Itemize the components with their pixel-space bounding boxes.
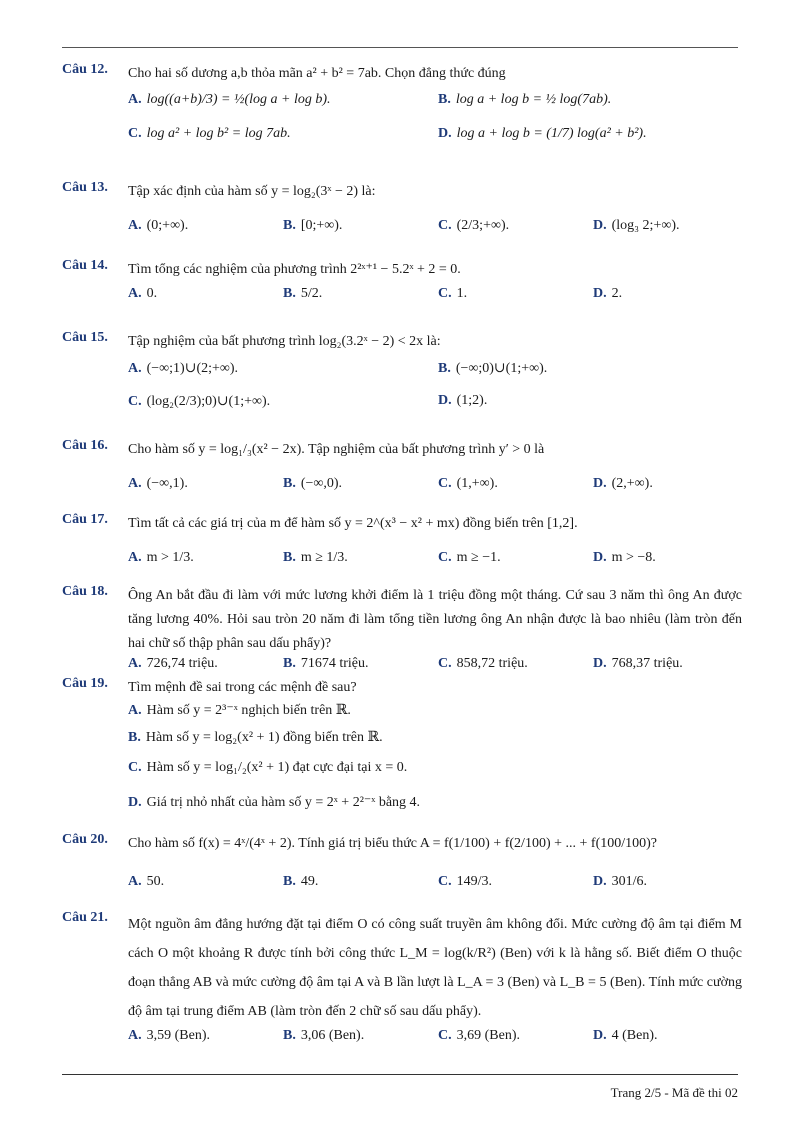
option-d[interactable]: D. 4 (Ben). <box>593 1028 658 1043</box>
question-number: Câu 13. <box>62 180 108 195</box>
option-b[interactable]: B. m ≥ 1/3. <box>283 550 348 565</box>
option-b[interactable]: B. log a + log b = ½ log(7ab). <box>438 92 612 107</box>
option-a[interactable]: A. log((a+b)/3) = ½(log a + log b). <box>128 92 331 107</box>
option-a[interactable]: A. 726,74 triệu. <box>128 656 218 671</box>
question-number: Câu 17. <box>62 512 108 527</box>
option-d[interactable]: D. 768,37 triệu. <box>593 656 683 671</box>
option-c[interactable]: C. 3,69 (Ben). <box>438 1028 521 1043</box>
question-14 <box>62 258 742 302</box>
option-c[interactable]: C. (1,+∞). <box>438 476 498 491</box>
question-text: Cho hàm số y = log₁/₃(x² − 2x). Tập nghiệm của bất phương trình y′ > 0 là <box>128 442 545 457</box>
option-a[interactable]: A. (−∞,1). <box>128 476 188 491</box>
option-a[interactable]: A. 0. <box>128 286 158 301</box>
option-d[interactable]: D. m > −8. <box>593 550 656 565</box>
question-text: Tìm tất cả các giá trị của m để hàm số y = 2^(x³ − x² + mx) đồng biến trên [1,2]. <box>128 516 578 531</box>
question-text: Tập xác định của hàm số y = log₂(3ˣ − 2) là: <box>128 184 376 199</box>
option-b[interactable]: B. (−∞;0)∪(1;+∞). <box>438 361 548 376</box>
question-17 <box>62 512 742 566</box>
question-text: Cho hai số dương a,b thỏa mãn a² + b² = 7ab. Chọn đẳng thức đúng <box>128 66 506 81</box>
question-text: Ông An bắt đầu đi làm với mức lương khởi điểm là 1 triệu đồng một tháng. Cứ sau 3 năm thì ông An được tăng lương 40%. Hỏi sau tròn 20 năm đi làm tổng tiền lương ông An nhận được là bao nhiêu (làm tròn đến hai chữ số thập phân sau dấu phẩy)? <box>128 588 742 651</box>
footer-rule <box>62 1074 738 1075</box>
option-b[interactable]: B. 5/2. <box>283 286 323 301</box>
option-b[interactable]: B. Hàm số y = log₂(x² + 1) đồng biến trên ℝ. <box>128 730 383 745</box>
question-12 <box>62 62 742 142</box>
question-number: Câu 14. <box>62 258 108 273</box>
question-number: Câu 19. <box>62 676 108 691</box>
option-b[interactable]: B. (−∞,0). <box>283 476 343 491</box>
question-text: Tập nghiệm của bất phương trình log₂(3.2ˣ − 2) < 2x là: <box>128 334 441 349</box>
page-footer: Trang 2/5 - Mã đề thi 02 <box>610 1085 738 1100</box>
option-c[interactable]: C. (2/3;+∞). <box>438 218 510 233</box>
question-number: Câu 16. <box>62 438 108 453</box>
question-number: Câu 21. <box>62 910 108 925</box>
option-a[interactable]: A. (0;+∞). <box>128 218 189 233</box>
option-d[interactable]: D. 301/6. <box>593 874 648 889</box>
option-b[interactable]: B. 71674 triệu. <box>283 656 369 671</box>
option-c[interactable]: C. 858,72 triệu. <box>438 656 528 671</box>
question-21 <box>62 910 742 1044</box>
option-c[interactable]: C. 1. <box>438 286 468 301</box>
option-b[interactable]: B. [0;+∞). <box>283 218 343 233</box>
option-b[interactable]: B. 3,06 (Ben). <box>283 1028 365 1043</box>
option-c[interactable]: C. 149/3. <box>438 874 493 889</box>
option-d[interactable]: D. log a + log b = (1/7) log(a² + b²). <box>438 126 647 141</box>
option-a[interactable]: A. (−∞;1)∪(2;+∞). <box>128 361 239 376</box>
option-d[interactable]: D. Giá trị nhỏ nhất của hàm số y = 2ˣ + 2²⁻ˣ bằng 4. <box>128 795 421 810</box>
question-18 <box>62 584 742 672</box>
option-c[interactable]: C. (log₂(2/3);0)∪(1;+∞). <box>128 394 271 409</box>
option-d[interactable]: D. (1;2). <box>438 393 488 408</box>
header-rule <box>62 47 738 48</box>
option-d[interactable]: D. 2. <box>593 286 623 301</box>
question-text: Cho hàm số f(x) = 4ˣ/(4ˣ + 2). Tính giá trị biểu thức A = f(1/100) + f(2/100) + ... + f(100/100)? <box>128 836 657 851</box>
option-c[interactable]: C. m ≥ −1. <box>438 550 501 565</box>
option-a[interactable]: A. m > 1/3. <box>128 550 194 565</box>
option-a[interactable]: A. 50. <box>128 874 165 889</box>
question-number: Câu 18. <box>62 584 108 599</box>
question-20 <box>62 832 742 890</box>
option-b[interactable]: B. 49. <box>283 874 319 889</box>
question-16 <box>62 438 742 492</box>
question-text: Tìm tổng các nghiệm của phương trình 2²ˣ⁺¹ − 5.2ˣ + 2 = 0. <box>128 262 461 277</box>
option-a[interactable]: A. 3,59 (Ben). <box>128 1028 211 1043</box>
question-number: Câu 20. <box>62 832 108 847</box>
question-text: Tìm mệnh đề sai trong các mệnh đề sau? <box>128 680 357 695</box>
option-c[interactable]: C. Hàm số y = log₁/₂(x² + 1) đạt cực đại tại x = 0. <box>128 760 408 775</box>
option-c[interactable]: C. log a² + log b² = log 7ab. <box>128 126 291 141</box>
option-d[interactable]: D. (2,+∞). <box>593 476 653 491</box>
question-13 <box>62 180 742 234</box>
option-a[interactable]: A. Hàm số y = 2³⁻ˣ nghịch biến trên ℝ. <box>128 703 351 718</box>
question-19 <box>62 676 742 811</box>
question-number: Câu 15. <box>62 330 108 345</box>
question-15 <box>62 330 742 410</box>
question-number: Câu 12. <box>62 62 108 77</box>
option-d[interactable]: D. (log₃ 2;+∞). <box>593 218 680 233</box>
question-text: Một nguồn âm đẳng hướng đặt tại điểm O có công suất truyền âm không đổi. Mức cường độ âm tại điểm M cách O một khoảng R được tính bởi công thức L_M = log(k/R²) (Ben) với k là hằng số. Biết điểm O thuộc đoạn thẳng AB và mức cường độ âm tại A và B lần lượt là L_A = 3 (Ben) và L_B = 5 (Ben). Tính mức cường độ âm tại trung điểm AB (làm tròn đến 2 chữ số sau dấu phẩy). <box>128 917 742 1019</box>
